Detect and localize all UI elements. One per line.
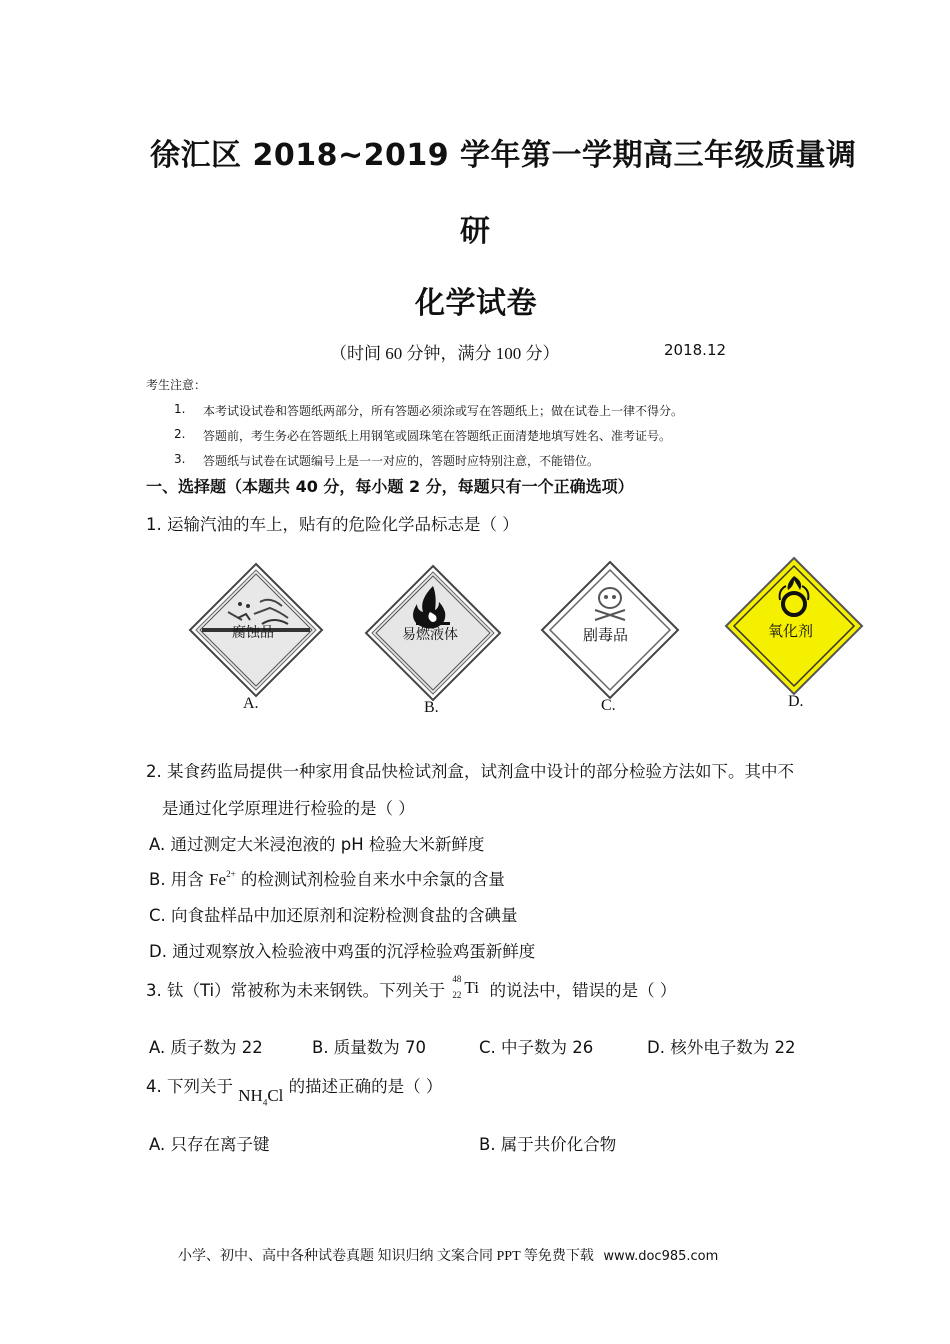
notice-item-text: 答题前，考生务必在答题纸上用钢笔或圆珠笔在答题纸正面清楚地填写姓名、准考证号。 (203, 429, 672, 443)
notice-heading: 考生注意： (146, 378, 207, 392)
page-title-line1: 徐汇区 2018~2019 学年第一学期高三年级质量调 (150, 138, 857, 173)
nuclide-symbol (450, 974, 484, 1000)
formula-charge: 2+ (226, 869, 236, 879)
question-1-stem: 1. 运输汽油的车上，贴有的危险化学品标志是（ ） (146, 515, 519, 534)
question-4-stem (146, 1073, 443, 1108)
option-label: C. (601, 697, 616, 714)
question-3-stem (146, 976, 676, 1001)
question-2-stem-cont: 是通过化学原理进行检验的是（ ） (162, 799, 415, 818)
formula-subscript: 4 (262, 1097, 268, 1108)
subject-title: 化学试卷 (415, 286, 537, 321)
ammonium-chloride-formula (238, 1086, 284, 1108)
notice-item-num: 2. (174, 427, 186, 441)
notice-item-num: 3. (174, 452, 186, 466)
notice-item-text: 本考试设试卷和答题纸两部分，所有答题必须涂或写在答题纸上；做在试卷上一律不得分。 (203, 404, 684, 418)
question-3-option-b: B. 质量数为 70 (312, 1038, 427, 1057)
question-3-option-d: D. 核外电子数为 22 (647, 1038, 796, 1057)
hazard-sign-d (724, 556, 864, 696)
sign-label: 腐蚀品 (232, 625, 274, 641)
question-3-stem-pre: 3. 钛（Ti）常被称为未来钢铁。下列关于 (146, 981, 446, 1000)
option-b-prefix: B. 用含 (149, 870, 204, 889)
footer-text (178, 1245, 718, 1265)
question-4-option-b: B. 属于共价化合物 (479, 1135, 617, 1154)
formula-symbol: Fe (209, 870, 227, 889)
mass-number: 48 (452, 974, 462, 984)
hazard-sign-c (540, 560, 680, 700)
iron-ion-formula (209, 870, 236, 889)
question-2-option-b (149, 866, 505, 890)
section-heading: 一、选择题（本题共 40 分，每小题 2 分，每题只有一个正确选项） (146, 477, 634, 496)
option-label: B. (424, 699, 439, 716)
footer-description: 小学、初中、高中各种试卷真题 知识归纳 文案合同 PPT 等免费下载 (178, 1249, 594, 1264)
formula-part: Cl (267, 1086, 284, 1105)
question-4-option-a: A. 只存在离子键 (149, 1135, 270, 1154)
hazard-sign-a (188, 562, 324, 698)
question-2-option-c: C. 向食盐样品中加还原剂和淀粉检测食盐的含碘量 (149, 906, 518, 925)
question-3-option-a: A. 质子数为 22 (149, 1038, 263, 1057)
option-label: D. (788, 693, 804, 710)
notice-item-text: 答题纸与试卷在试题编号上是一一对应的，答题时应特别注意，不能错位。 (203, 454, 600, 468)
sign-label: 易燃液体 (402, 627, 458, 643)
footer-link[interactable]: www.doc985.com (603, 1249, 719, 1264)
sign-label: 剧毒品 (583, 626, 629, 644)
question-2-option-d: D. 通过观察放入检验液中鸡蛋的沉浮检验鸡蛋新鲜度 (149, 942, 536, 961)
notice-item-num: 1. (174, 402, 186, 416)
question-3-stem-post: 的说法中，错误的是（ ） (489, 981, 677, 1000)
option-label: A. (243, 695, 259, 712)
element-symbol: Ti (464, 978, 479, 997)
page-title-line2: 研 (460, 214, 491, 249)
option-b-text: 的检测试剂检验自来水中余氯的含量 (240, 870, 505, 889)
question-3-option-c: C. 中子数为 26 (479, 1038, 594, 1057)
question-2-stem: 2. 某食药监局提供一种家用食品快检试剂盒，试剂盒中设计的部分检验方法如下。其中不 (146, 762, 794, 781)
time-info: （时间 60 分钟，满分 100 分） (330, 344, 560, 363)
question-2-option-a: A. 通过测定大米浸泡液的 pH 检验大米新鲜度 (149, 835, 485, 854)
formula-part: NH (238, 1086, 263, 1105)
atomic-number: 22 (452, 990, 462, 1000)
question-4-stem-post: 的描述正确的是（ ） (288, 1077, 443, 1096)
question-4-stem-pre: 4. 下列关于 (146, 1077, 233, 1096)
hazard-sign-b (364, 564, 502, 702)
sign-label: 氧化剂 (768, 622, 814, 640)
exam-date: 2018.12 (664, 341, 727, 359)
